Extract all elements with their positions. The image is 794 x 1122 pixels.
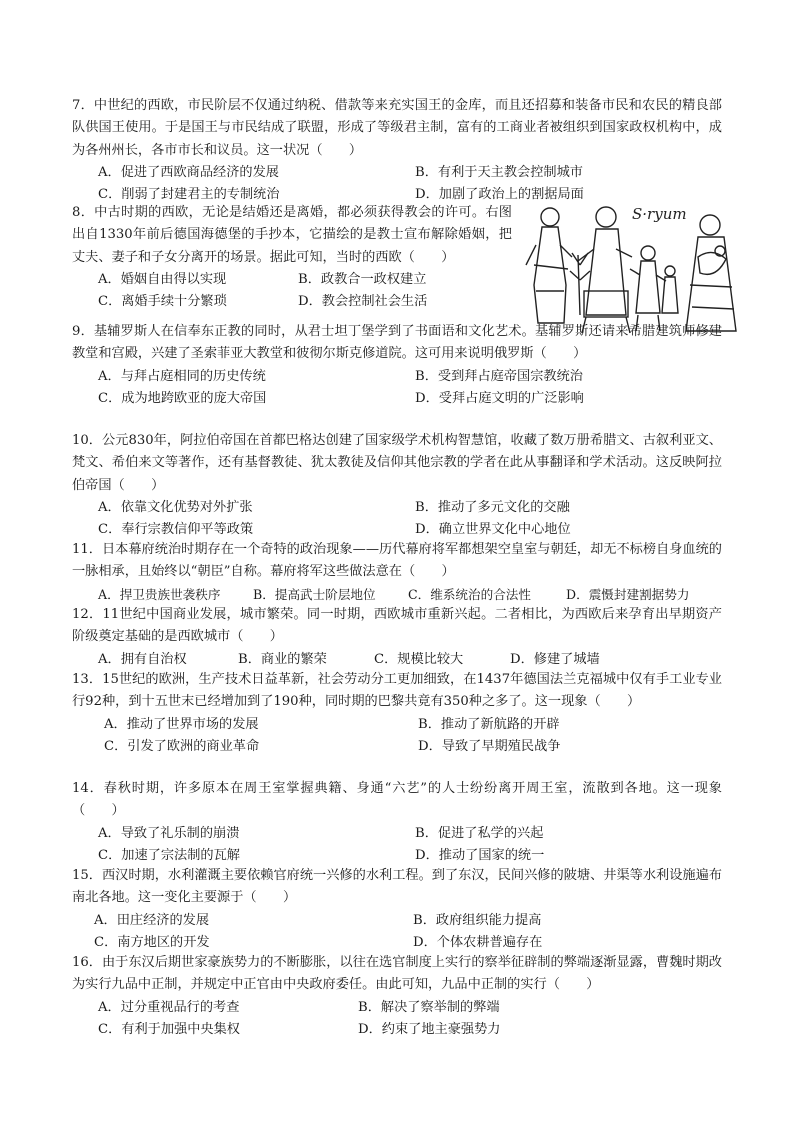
question-stem: 10．公元830年，阿拉伯帝国在首都巴格达创建了国家级学术机构智慧馆，收藏了数万册希腊文、古叙利亚文、梵文、希伯来文等著作，还有基督教徒、犹太教徒及信仰其他宗教的学者在此从事翻译和学术活动。这反映阿拉伯帝国（ ） bbox=[72, 433, 722, 493]
options bbox=[72, 269, 512, 314]
options bbox=[72, 649, 722, 671]
option-d[interactable]: D．修建了城墙 bbox=[510, 651, 600, 667]
option-a[interactable]: A．捍卫贵族世袭秩序 bbox=[98, 586, 221, 602]
options bbox=[72, 497, 722, 542]
question-stem: 15．西汉时期，水利灌溉主要依赖官府统一兴修的水利工程。到了东汉，民间兴修的陂塘、井渠等水利设施遍布南北各地。这一变化主要源于（ ） bbox=[72, 868, 722, 906]
illustration-script-text: S·ryum bbox=[632, 205, 687, 223]
option-d[interactable]: D．震慑封建割据势力 bbox=[566, 586, 690, 602]
question-stem: 16．由于东汉后期世家豪族势力的不断膨胀，以往在选官制度上实行的察举征辟制的弊端逐渐显露，曹魏时期改为实行九品中正制，并规定中正官由中央政府委任。由此可知，九品中正制的实行（ ） bbox=[72, 955, 722, 993]
question-stem: 12．11世纪中国商业发展，城市繁荣。同一时期，西欧城市重新兴起。二者相比，为西欧后来孕育出早期资产阶级奠定基础的是西欧城市（ ） bbox=[72, 607, 722, 645]
question-stem: 11．日本幕府统治时期存在一个奇特的政治现象——历代幕府将军都想架空皇室与朝廷，却无不标榜自身血统的一脉相承，且始终以“朝臣”自称。幕府将军这些做法意在（ ） bbox=[72, 542, 722, 580]
option-d[interactable]: D．个体农耕普遍存在 bbox=[413, 934, 543, 950]
option-c[interactable]: C．维系统治的合法性 bbox=[408, 586, 531, 602]
option-c[interactable]: C．规模比较大 bbox=[374, 651, 464, 667]
option-b[interactable]: B．商业的繁荣 bbox=[238, 651, 327, 667]
option-d[interactable]: D．加剧了政治上的割据局面 bbox=[415, 187, 584, 203]
option-c[interactable]: C．削弱了封建君主的专制统治 bbox=[98, 187, 280, 203]
question-10 bbox=[72, 430, 722, 541]
option-c[interactable]: C．奉行宗教信仰平等政策 bbox=[98, 522, 254, 538]
question-15 bbox=[72, 865, 722, 954]
option-c[interactable]: C．成为地跨欧亚的庞大帝国 bbox=[98, 390, 267, 406]
option-d[interactable]: D．受拜占庭文明的广泛影响 bbox=[415, 390, 584, 406]
option-a[interactable]: A．促进了西欧商品经济的发展 bbox=[98, 164, 279, 180]
option-c[interactable]: C．离婚手续十分繁琐 bbox=[98, 294, 227, 310]
option-a[interactable]: A．推动了世界市场的发展 bbox=[104, 716, 259, 732]
option-b[interactable]: B．提高武士阶层地位 bbox=[253, 586, 376, 602]
option-b[interactable]: B．促进了私学的兴起 bbox=[415, 825, 544, 841]
question-stem: 13．15世纪的欧洲，生产技术日益革新，社会劳动分工更加细致，在1437年德国法兰克福城中仅有手工业专业行92种，到十五世末已经增加到了190种，同时期的巴黎共竟有350种之多了。这一现象（ ） bbox=[72, 672, 722, 710]
question-7 bbox=[72, 95, 722, 206]
option-b[interactable]: B．有利于天主教会控制城市 bbox=[415, 164, 583, 180]
options bbox=[72, 714, 722, 759]
option-a[interactable]: A．导致了礼乐制的崩溃 bbox=[98, 825, 240, 841]
question-stem: 9．基辅罗斯人在信奉东正教的同时，从君士坦丁堡学到了书面语和文化艺术。基辅罗斯还请来希腊建筑师修建教堂和宫殿，兴建了圣索菲亚大教堂和彼彻尔斯克修道院。这可用来说明俄罗斯（ ） bbox=[72, 324, 722, 362]
options bbox=[72, 910, 722, 955]
option-d[interactable]: D．教会控制社会生活 bbox=[298, 294, 428, 310]
question-13 bbox=[72, 669, 722, 758]
question-stem: 7．中世纪的西欧，市民阶层不仅通过纳税、借款等来充实国王的金库，而且还招募和装备市民和农民的精良部队供国王使用。于是国王与市民结成了联盟，形成了等级君主制，富有的工商业者被组织到国家政权机构中，成为各州州长，各市市长和议员。这一状况（ ） bbox=[72, 98, 722, 158]
question-9 bbox=[72, 321, 722, 410]
question-11 bbox=[72, 539, 722, 606]
options bbox=[72, 366, 722, 411]
option-b[interactable]: B．解决了察举制的弊端 bbox=[358, 999, 500, 1015]
option-d[interactable]: D．导致了早期殖民战争 bbox=[418, 738, 561, 754]
option-a[interactable]: A．过分重视品行的考查 bbox=[98, 999, 240, 1015]
option-d[interactable]: D．约束了地主豪强势力 bbox=[358, 1021, 501, 1037]
option-d[interactable]: D．确立世界文化中心地位 bbox=[415, 522, 571, 538]
question-12 bbox=[72, 604, 722, 671]
option-b[interactable]: B．推动了多元文化的交融 bbox=[415, 499, 570, 515]
option-c[interactable]: C．南方地区的开发 bbox=[94, 934, 210, 950]
manuscript-illustration bbox=[520, 195, 742, 337]
options bbox=[72, 823, 722, 868]
options bbox=[72, 584, 722, 606]
option-a[interactable]: A．依靠文化优势对外扩张 bbox=[98, 499, 253, 515]
option-b[interactable]: B．政府组织能力提高 bbox=[413, 912, 542, 928]
question-8 bbox=[72, 202, 512, 313]
option-c[interactable]: C．有利于加强中央集权 bbox=[98, 1021, 240, 1037]
option-c[interactable]: C．加速了宗法制的瓦解 bbox=[98, 847, 240, 863]
option-b[interactable]: B．受到拜占庭帝国宗教统治 bbox=[415, 368, 583, 384]
question-16 bbox=[72, 952, 722, 1041]
option-c[interactable]: C．引发了欧洲的商业革命 bbox=[104, 738, 260, 754]
option-d[interactable]: D．推动了国家的统一 bbox=[415, 847, 545, 863]
option-a[interactable]: A．田庄经济的发展 bbox=[94, 912, 210, 928]
option-a[interactable]: A．婚姻自由得以实现 bbox=[98, 271, 227, 287]
option-b[interactable]: B．推动了新航路的开辟 bbox=[418, 716, 560, 732]
option-a[interactable]: A．与拜占庭相同的历史传统 bbox=[98, 368, 266, 384]
options bbox=[72, 997, 722, 1042]
option-b[interactable]: B．政教合一政权建立 bbox=[298, 271, 427, 287]
question-stem: 14．春秋时期，许多原本在周王室掌握典籍、身通“六艺”的人士纷纷离开周王室，流散到各地。这一现象（ ） bbox=[72, 781, 722, 819]
question-stem: 8．中古时期的西欧，无论是结婚还是离婚，都必须获得教会的许可。右图出自1330年前后德国海德堡的手抄本，它描绘的是教士宣布解除婚姻，把丈夫、妻子和子女分离开的场景。据此可知，当时的西欧（ ） bbox=[72, 205, 512, 265]
option-a[interactable]: A．拥有自治权 bbox=[98, 651, 187, 667]
question-14 bbox=[72, 778, 722, 867]
